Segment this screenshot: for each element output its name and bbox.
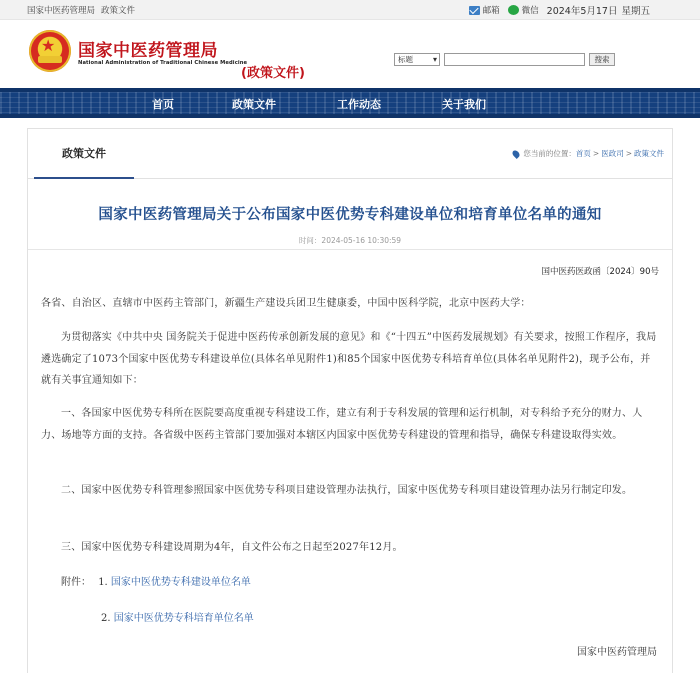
tab-policy-documents[interactable]: 政策文件 [34,129,134,179]
logo-title[interactable]: 国家中医药管理局 [78,41,218,61]
breadcrumb-prefix: 您当前的位置： [523,149,576,158]
attachment-number: 1. [98,577,108,588]
mail-link[interactable]: 邮箱 [482,6,500,16]
panel-header [28,129,672,179]
search-type-select[interactable]: 标题 ▾ [394,53,440,66]
nav-item-policy[interactable]: 政策文件 [232,98,276,111]
article-title: 国家中医药管理局关于公布国家中医优势专科建设单位和培育单位名单的通知 [98,207,602,223]
national-emblem-icon[interactable] [29,30,71,72]
search-input[interactable] [444,53,585,66]
nav-item-work-news[interactable]: 工作动态 [337,98,381,111]
nav-item-home[interactable]: 首页 [152,98,174,111]
location-pin-icon [511,149,521,159]
attachment-item [61,573,251,588]
breadcrumb-home[interactable]: 首页 [575,149,591,158]
search-bar [394,53,615,66]
top-section-name[interactable]: 政策文件 [101,6,136,16]
breadcrumb-separator: > [592,149,600,158]
top-right-links [469,3,650,17]
title-divider [28,249,672,250]
mail-icon[interactable] [469,6,480,15]
breadcrumb [513,148,664,159]
logo-english: National Administration of Traditional Chinese Medicine [78,60,248,66]
nav-item-about[interactable]: 关于我们 [442,98,486,111]
article-paragraph: 为贯彻落实《中共中央 国务院关于促进中医药传承创新发展的意见》和《“十四五”中医药发展规划》有关要求，按照工作程序，我局遴选确定了1073个国家中医优势专科建设单位(具体名单见附件1)和85个国家中医优势专科培育单位(具体名单见附件2)，现予公布，并就有关事宜通知如下： [41,332,657,386]
wechat-link[interactable]: 微信 [521,6,539,16]
article-paragraph: 二、国家中医优势专科管理参照国家中医优势专科项目建设管理办法执行，国家中医优势专科项目建设管理办法另行制定印发。 [61,485,633,496]
wechat-icon[interactable] [508,5,519,15]
publish-time: 时间：2024-05-16 10:30:59 [298,236,402,245]
current-weekday: 星期五 [621,6,650,17]
attachments-label: 附件： [61,577,91,588]
document-number: 国中医药医政函〔2024〕90号 [541,267,659,277]
attachment-link[interactable]: 国家中医优势专科建设单位名单 [110,577,251,588]
article-salutation: 各省、自治区、直辖市中医药主管部门，新疆生产建设兵团卫生健康委，中国中医科学院，北京中医药大学： [41,298,531,309]
search-button[interactable]: 搜索 [589,53,615,66]
current-date: 2024年5月17日 [546,6,618,17]
attachment-number: 2. [101,613,111,624]
main-nav [0,88,700,118]
article-paragraph: 一、各国家中医优势专科所在医院要高度重视专科建设工作，建立有利于专科发展的管理和运行机制，对专科给予充分的财力、人力、场地等方面的支持。各省级中医药主管部门要加强对本辖区内国家中医优势专科建设的管理和指导，确保专科建设取得实效。 [41,408,643,441]
section-subtitle: (政策文件) [241,66,305,81]
article-paragraph: 三、国家中医优势专科建设周期为4年，自文件公布之日起至2027年12月。 [61,542,403,553]
top-breadcrumb [27,4,141,16]
site-header [0,20,700,88]
top-utility-bar [0,0,700,20]
content-panel [27,128,673,673]
signature: 国家中医药管理局 [577,647,657,658]
breadcrumb-separator: > [625,149,632,158]
attachment-link[interactable]: 国家中医优势专科培育单位名单 [113,613,254,624]
top-site-name[interactable]: 国家中医药管理局 [27,6,96,16]
breadcrumb-medical-dept[interactable]: 医政司 [601,149,624,158]
attachment-item [101,609,254,624]
breadcrumb-policy[interactable]: 政策文件 [634,149,664,158]
